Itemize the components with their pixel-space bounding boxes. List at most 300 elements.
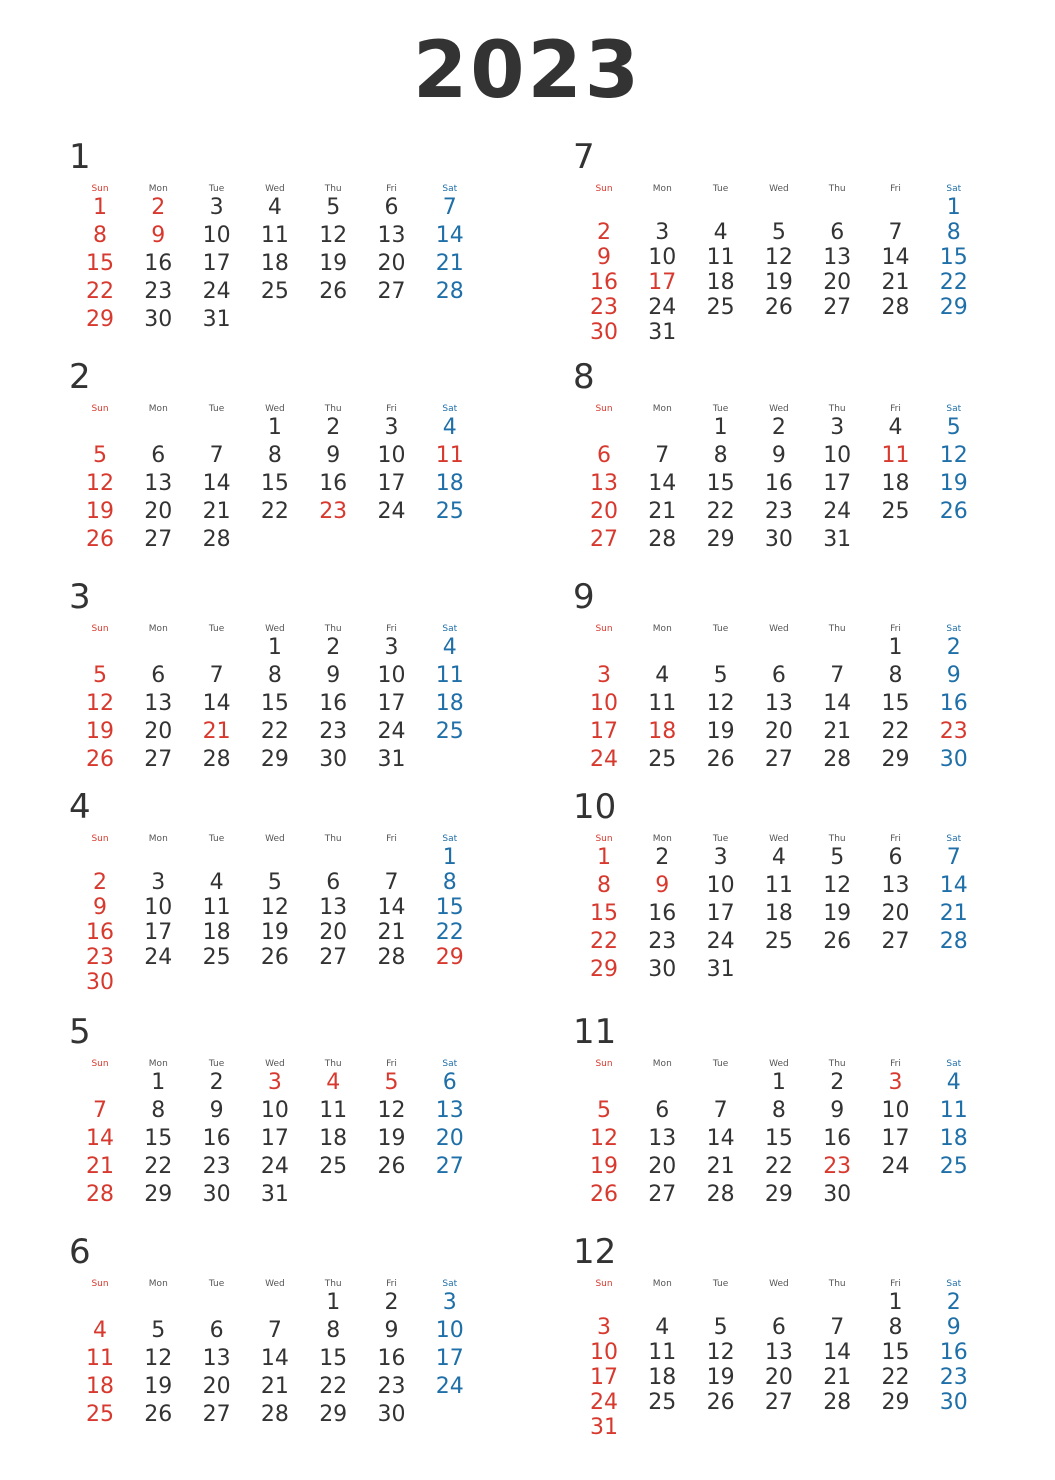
date-cell: 23 — [590, 295, 618, 320]
date-cell: 26 — [319, 279, 348, 304]
date-cell: 29 — [86, 307, 114, 332]
date-cell: 8 — [326, 1318, 341, 1343]
date-cell: 8 — [888, 663, 903, 688]
date-cell: 13 — [319, 895, 348, 920]
date-cell: 1 — [151, 1070, 166, 1095]
weekday-header-sat: Sat — [442, 1279, 458, 1289]
date-cell: 8 — [442, 870, 457, 895]
date-cell: 12 — [706, 1340, 735, 1365]
date-cell: 15 — [144, 1126, 173, 1151]
date-cell: 13 — [764, 1340, 793, 1365]
date-cell: 10 — [706, 873, 735, 898]
date-cell: 15 — [260, 471, 289, 496]
date-cell: 7 — [830, 663, 845, 688]
date-cell: 7 — [946, 845, 961, 870]
date-cell: 3 — [655, 220, 670, 245]
date-cell: 9 — [946, 1315, 961, 1340]
weekday-header-fri: Fri — [386, 1279, 397, 1289]
date-cell: 12 — [377, 1098, 406, 1123]
month-6 — [65, 1232, 475, 1455]
weekday-header-wed: Wed — [265, 1279, 285, 1289]
date-cell: 5 — [713, 663, 728, 688]
weekday-header-wed: Wed — [265, 404, 285, 414]
date-cell: 10 — [590, 691, 618, 716]
date-cell: 16 — [319, 471, 348, 496]
date-cell: 28 — [202, 747, 231, 772]
weekday-header-wed: Wed — [769, 404, 789, 414]
date-cell: 1 — [267, 635, 282, 660]
date-cell: 2 — [771, 415, 786, 440]
date-cell: 5 — [93, 663, 107, 688]
date-cell: 22 — [764, 1154, 793, 1179]
weekday-header-thu: Thu — [324, 404, 342, 414]
date-cell: 18 — [648, 719, 677, 744]
date-cell: 6 — [655, 1098, 670, 1123]
date-cell: 14 — [260, 1346, 289, 1371]
date-cell: 6 — [597, 443, 611, 468]
weekday-header-fri: Fri — [890, 624, 901, 634]
weekday-header-sun: Sun — [91, 184, 109, 194]
date-cell: 24 — [377, 499, 406, 524]
date-cell: 16 — [202, 1126, 231, 1151]
weekday-header-mon: Mon — [148, 624, 168, 634]
date-cell: 6 — [771, 1315, 786, 1340]
date-cell: 16 — [144, 251, 173, 276]
date-cell: 19 — [377, 1126, 406, 1151]
date-cell: 26 — [706, 747, 735, 772]
date-cell: 18 — [764, 901, 793, 926]
date-cell: 5 — [267, 870, 282, 895]
date-cell: 10 — [260, 1098, 289, 1123]
date-cell: 25 — [435, 719, 464, 744]
date-cell: 4 — [888, 415, 903, 440]
date-cell: 12 — [86, 471, 114, 496]
date-cell: 15 — [86, 251, 114, 276]
date-cell: 23 — [319, 499, 348, 524]
weekday-header-fri: Fri — [386, 1059, 397, 1069]
date-cell: 20 — [202, 1374, 231, 1399]
weekday-header-wed: Wed — [265, 834, 285, 844]
date-cell: 3 — [384, 415, 399, 440]
date-cell: 26 — [260, 945, 289, 970]
date-cell: 16 — [823, 1126, 852, 1151]
date-cell: 27 — [144, 747, 173, 772]
date-cell: 18 — [939, 1126, 968, 1151]
date-cell: 17 — [202, 251, 231, 276]
date-cell: 28 — [377, 945, 406, 970]
date-cell: 7 — [830, 1315, 845, 1340]
date-cell: 1 — [946, 195, 961, 220]
date-cell: 24 — [144, 945, 173, 970]
date-cell: 30 — [823, 1182, 852, 1207]
date-cell: 10 — [590, 1340, 618, 1365]
date-cell: 23 — [144, 279, 173, 304]
date-cell: 13 — [823, 245, 852, 270]
date-cell: 27 — [377, 279, 406, 304]
weekday-header-sat: Sat — [946, 834, 962, 844]
month-number: 2 — [69, 357, 91, 397]
date-cell: 15 — [435, 895, 464, 920]
date-cell: 4 — [209, 870, 224, 895]
date-cell: 16 — [764, 471, 793, 496]
date-cell: 25 — [939, 1154, 968, 1179]
date-cell: 23 — [319, 719, 348, 744]
month-3 — [65, 577, 475, 800]
date-cell: 29 — [319, 1402, 348, 1427]
date-cell: 11 — [764, 873, 793, 898]
date-cell: 10 — [881, 1098, 910, 1123]
date-cell: 18 — [260, 251, 289, 276]
month-number: 8 — [573, 357, 595, 397]
date-cell: 2 — [326, 415, 341, 440]
date-cell: 7 — [713, 1098, 728, 1123]
date-cell: 17 — [260, 1126, 289, 1151]
weekday-header-thu: Thu — [828, 1059, 846, 1069]
weekday-header-fri: Fri — [890, 1059, 901, 1069]
date-cell: 30 — [764, 527, 793, 552]
date-cell: 9 — [326, 443, 341, 468]
date-cell: 30 — [202, 1182, 231, 1207]
date-cell: 28 — [706, 1182, 735, 1207]
date-cell: 24 — [590, 747, 618, 772]
date-cell: 19 — [764, 270, 793, 295]
date-cell: 30 — [648, 957, 677, 982]
date-cell: 23 — [648, 929, 677, 954]
weekday-header-sat: Sat — [442, 624, 458, 634]
date-cell: 3 — [888, 1070, 903, 1095]
date-cell: 21 — [202, 719, 231, 744]
date-cell: 29 — [881, 747, 910, 772]
date-cell: 13 — [377, 223, 406, 248]
date-cell: 12 — [319, 223, 348, 248]
date-cell: 24 — [377, 719, 406, 744]
month-number: 1 — [69, 137, 91, 177]
date-cell: 18 — [648, 1365, 677, 1390]
date-cell: 26 — [86, 527, 114, 552]
date-cell: 15 — [260, 691, 289, 716]
date-cell: 24 — [202, 279, 231, 304]
date-cell: 11 — [648, 1340, 677, 1365]
date-cell: 7 — [384, 870, 399, 895]
date-cell: 14 — [202, 691, 231, 716]
date-cell: 22 — [319, 1374, 348, 1399]
date-cell: 7 — [888, 220, 903, 245]
date-cell: 2 — [830, 1070, 845, 1095]
date-cell: 9 — [151, 223, 166, 248]
date-cell: 7 — [209, 443, 224, 468]
date-cell: 17 — [823, 471, 852, 496]
date-cell: 24 — [706, 929, 735, 954]
date-cell: 5 — [771, 220, 786, 245]
date-cell: 8 — [267, 663, 282, 688]
weekday-header-sun: Sun — [595, 1059, 613, 1069]
date-cell: 12 — [590, 1126, 618, 1151]
date-cell: 2 — [655, 845, 670, 870]
date-cell: 17 — [435, 1346, 464, 1371]
date-cell: 12 — [260, 895, 289, 920]
date-cell: 4 — [655, 663, 670, 688]
date-cell: 8 — [151, 1098, 166, 1123]
weekday-header-mon: Mon — [148, 1279, 168, 1289]
date-cell: 1 — [267, 415, 282, 440]
date-cell: 5 — [151, 1318, 166, 1343]
date-cell: 11 — [939, 1098, 968, 1123]
month-8 — [569, 357, 979, 580]
weekday-header-fri: Fri — [386, 624, 397, 634]
date-cell: 29 — [881, 1390, 910, 1415]
date-cell: 23 — [939, 1365, 968, 1390]
weekday-header-thu: Thu — [828, 1279, 846, 1289]
date-cell: 18 — [706, 270, 735, 295]
weekday-header-tue: Tue — [712, 184, 729, 194]
weekday-header-sat: Sat — [946, 1279, 962, 1289]
weekday-header-tue: Tue — [208, 1279, 225, 1289]
date-cell: 19 — [86, 719, 114, 744]
date-cell: 22 — [86, 279, 114, 304]
weekday-header-mon: Mon — [652, 1279, 672, 1289]
date-cell: 14 — [377, 895, 406, 920]
date-cell: 31 — [823, 527, 852, 552]
date-cell: 22 — [260, 499, 289, 524]
date-cell: 11 — [435, 663, 464, 688]
date-cell: 15 — [881, 1340, 910, 1365]
date-cell: 25 — [319, 1154, 348, 1179]
date-cell: 25 — [706, 295, 735, 320]
date-cell: 11 — [260, 223, 289, 248]
date-cell: 21 — [939, 901, 968, 926]
month-number: 3 — [69, 577, 91, 617]
date-cell: 22 — [939, 270, 968, 295]
month-4 — [65, 787, 475, 1010]
weekday-header-thu: Thu — [828, 404, 846, 414]
date-cell: 13 — [144, 471, 173, 496]
date-cell: 17 — [648, 270, 677, 295]
date-cell: 6 — [442, 1070, 457, 1095]
date-cell: 6 — [771, 663, 786, 688]
date-cell: 1 — [713, 415, 728, 440]
month-number: 5 — [69, 1012, 91, 1052]
date-cell: 12 — [823, 873, 852, 898]
date-cell: 14 — [939, 873, 968, 898]
date-cell: 27 — [764, 1390, 793, 1415]
weekday-header-mon: Mon — [652, 834, 672, 844]
date-cell: 28 — [435, 279, 464, 304]
weekday-header-wed: Wed — [265, 1059, 285, 1069]
weekday-header-sun: Sun — [595, 1279, 613, 1289]
date-cell: 22 — [144, 1154, 173, 1179]
date-cell: 6 — [151, 663, 166, 688]
date-cell: 24 — [881, 1154, 910, 1179]
date-cell: 28 — [823, 1390, 852, 1415]
date-cell: 19 — [706, 1365, 735, 1390]
date-cell: 30 — [319, 747, 348, 772]
month-number: 11 — [573, 1012, 617, 1052]
weekday-header-thu: Thu — [324, 834, 342, 844]
date-cell: 13 — [202, 1346, 231, 1371]
date-cell: 18 — [435, 691, 464, 716]
month-1 — [65, 137, 475, 360]
weekday-header-sun: Sun — [91, 1279, 109, 1289]
date-cell: 21 — [260, 1374, 289, 1399]
date-cell: 12 — [706, 691, 735, 716]
weekday-header-thu: Thu — [828, 184, 846, 194]
date-cell: 26 — [706, 1390, 735, 1415]
date-cell: 17 — [590, 1365, 618, 1390]
month-12 — [569, 1232, 979, 1455]
month-10 — [569, 787, 979, 1010]
date-cell: 9 — [830, 1098, 845, 1123]
date-cell: 21 — [823, 719, 852, 744]
date-cell: 27 — [823, 295, 852, 320]
date-cell: 3 — [209, 195, 224, 220]
date-cell: 24 — [648, 295, 677, 320]
month-number: 12 — [573, 1232, 617, 1272]
date-cell: 21 — [86, 1154, 114, 1179]
date-cell: 11 — [435, 443, 464, 468]
weekday-header-fri: Fri — [386, 404, 397, 414]
date-cell: 17 — [881, 1126, 910, 1151]
date-cell: 10 — [823, 443, 852, 468]
date-cell: 21 — [823, 1365, 852, 1390]
date-cell: 24 — [590, 1390, 618, 1415]
date-cell: 26 — [823, 929, 852, 954]
date-cell: 20 — [764, 1365, 793, 1390]
date-cell: 22 — [590, 929, 618, 954]
date-cell: 23 — [86, 945, 114, 970]
weekday-header-fri: Fri — [890, 404, 901, 414]
date-cell: 4 — [771, 845, 786, 870]
date-cell: 23 — [823, 1154, 852, 1179]
date-cell: 13 — [764, 691, 793, 716]
weekday-header-tue: Tue — [208, 624, 225, 634]
date-cell: 8 — [771, 1098, 786, 1123]
date-cell: 16 — [319, 691, 348, 716]
date-cell: 26 — [764, 295, 793, 320]
weekday-header-thu: Thu — [324, 184, 342, 194]
month-number: 9 — [573, 577, 595, 617]
date-cell: 4 — [655, 1315, 670, 1340]
date-cell: 13 — [881, 873, 910, 898]
date-cell: 30 — [939, 1390, 968, 1415]
date-cell: 2 — [946, 1290, 961, 1315]
date-cell: 12 — [86, 691, 114, 716]
date-cell: 16 — [377, 1346, 406, 1371]
date-cell: 12 — [939, 443, 968, 468]
weekday-header-sat: Sat — [442, 184, 458, 194]
weekday-header-sat: Sat — [442, 834, 458, 844]
date-cell: 10 — [648, 245, 677, 270]
date-cell: 20 — [377, 251, 406, 276]
date-cell: 1 — [771, 1070, 786, 1095]
date-cell: 18 — [202, 920, 231, 945]
month-7 — [569, 137, 979, 360]
date-cell: 28 — [202, 527, 231, 552]
weekday-header-mon: Mon — [652, 624, 672, 634]
date-cell: 2 — [151, 195, 166, 220]
weekday-header-fri: Fri — [386, 184, 397, 194]
month-number: 4 — [69, 787, 91, 827]
date-cell: 3 — [384, 635, 399, 660]
date-cell: 29 — [939, 295, 968, 320]
date-cell: 31 — [377, 747, 406, 772]
date-cell: 11 — [319, 1098, 348, 1123]
date-cell: 8 — [267, 443, 282, 468]
date-cell: 26 — [144, 1402, 173, 1427]
weekday-header-mon: Mon — [148, 184, 168, 194]
date-cell: 15 — [706, 471, 735, 496]
month-9 — [569, 577, 979, 800]
weekday-header-mon: Mon — [652, 404, 672, 414]
date-cell: 20 — [319, 920, 348, 945]
date-cell: 17 — [377, 691, 406, 716]
date-cell: 1 — [326, 1290, 341, 1315]
weekday-header-thu: Thu — [324, 1059, 342, 1069]
year-title: 2023 — [412, 26, 643, 116]
date-cell: 12 — [144, 1346, 173, 1371]
date-cell: 14 — [823, 691, 852, 716]
weekday-header-sun: Sun — [91, 1059, 109, 1069]
date-cell: 14 — [435, 223, 464, 248]
date-cell: 4 — [946, 1070, 961, 1095]
date-cell: 31 — [590, 1415, 618, 1440]
date-cell: 30 — [590, 320, 618, 345]
date-cell: 5 — [713, 1315, 728, 1340]
date-cell: 6 — [888, 845, 903, 870]
date-cell: 14 — [648, 471, 677, 496]
date-cell: 14 — [706, 1126, 735, 1151]
date-cell: 22 — [706, 499, 735, 524]
date-cell: 11 — [86, 1346, 114, 1371]
date-cell: 16 — [939, 1340, 968, 1365]
date-cell: 21 — [435, 251, 464, 276]
weekday-header-mon: Mon — [148, 834, 168, 844]
date-cell: 8 — [597, 873, 611, 898]
month-11 — [569, 1012, 979, 1235]
weekday-header-sat: Sat — [442, 1059, 458, 1069]
date-cell: 14 — [881, 245, 910, 270]
date-cell: 22 — [881, 719, 910, 744]
date-cell: 31 — [202, 307, 231, 332]
date-cell: 14 — [202, 471, 231, 496]
weekday-header-thu: Thu — [324, 624, 342, 634]
date-cell: 11 — [648, 691, 677, 716]
weekday-header-sat: Sat — [946, 404, 962, 414]
date-cell: 1 — [597, 845, 611, 870]
date-cell: 9 — [771, 443, 786, 468]
date-cell: 20 — [144, 499, 173, 524]
date-cell: 21 — [706, 1154, 735, 1179]
date-cell: 9 — [384, 1318, 399, 1343]
date-cell: 4 — [442, 635, 457, 660]
date-cell: 3 — [597, 663, 611, 688]
date-cell: 18 — [435, 471, 464, 496]
date-cell: 23 — [377, 1374, 406, 1399]
date-cell: 7 — [267, 1318, 282, 1343]
weekday-header-sat: Sat — [946, 1059, 962, 1069]
month-number: 7 — [573, 137, 595, 177]
date-cell: 3 — [597, 1315, 611, 1340]
date-cell: 16 — [648, 901, 677, 926]
date-cell: 17 — [377, 471, 406, 496]
weekday-header-fri: Fri — [890, 834, 901, 844]
date-cell: 19 — [823, 901, 852, 926]
date-cell: 29 — [144, 1182, 173, 1207]
date-cell: 2 — [597, 220, 611, 245]
date-cell: 15 — [939, 245, 968, 270]
date-cell: 6 — [209, 1318, 224, 1343]
date-cell: 1 — [442, 845, 457, 870]
date-cell: 30 — [86, 970, 114, 995]
